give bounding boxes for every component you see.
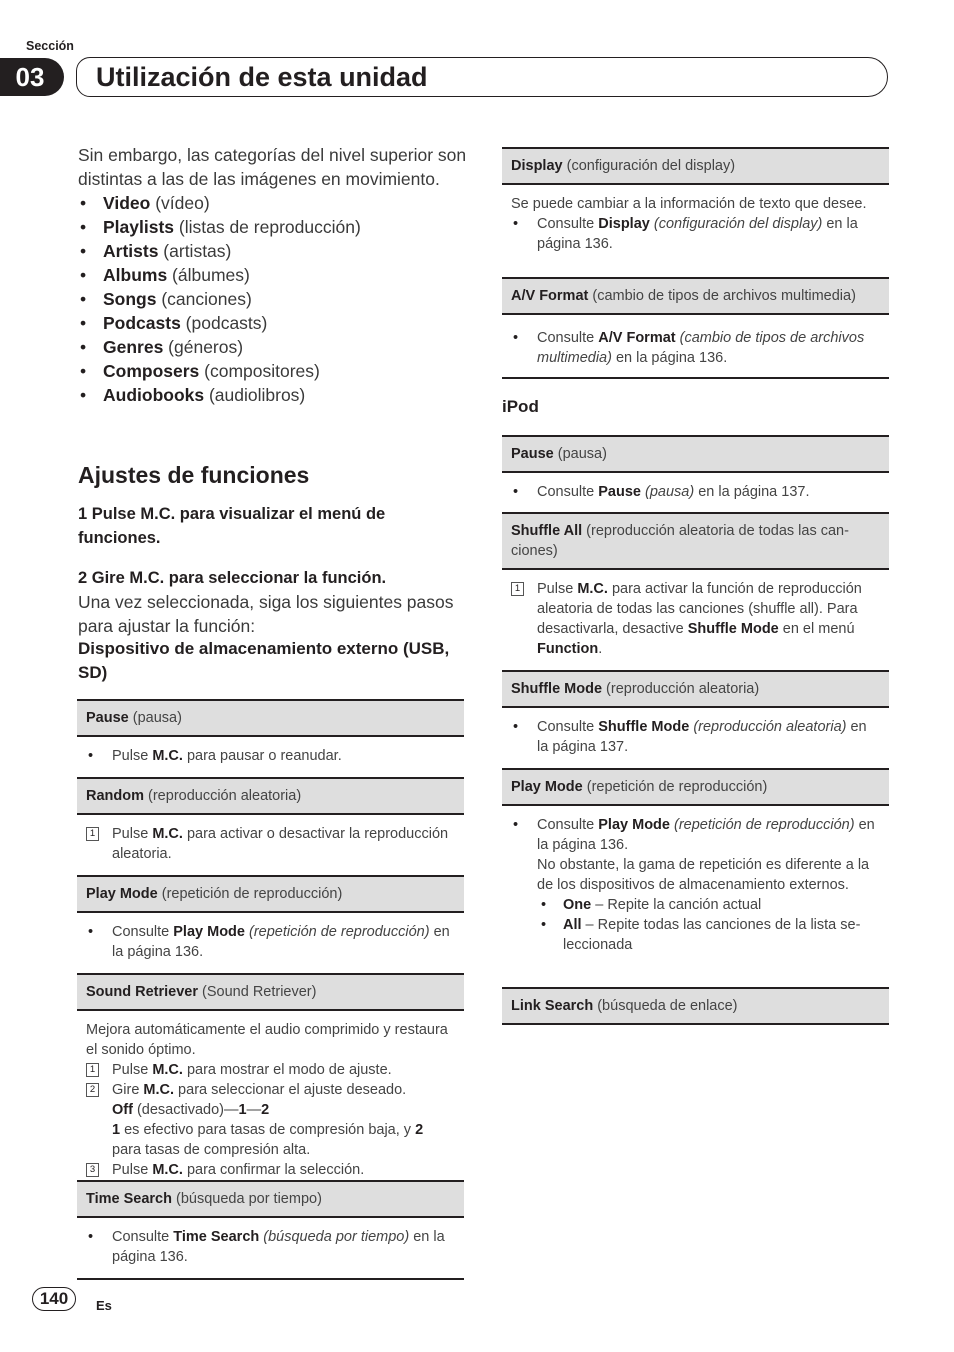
list-item: • Genres (géneros) <box>78 335 468 359</box>
table-row: 1 Pulse M.C. para activar o desactivar la reproducción aleatoria. <box>77 815 464 875</box>
section-number-badge: 03 <box>0 58 64 96</box>
table-row-header: Pause (pausa) <box>502 435 889 473</box>
list-item: • Podcasts (podcasts) <box>78 311 468 335</box>
page-title: Utilización de esta unidad <box>96 62 428 92</box>
table-row-header: Time Search (búsqueda por tiempo) <box>77 1180 464 1218</box>
storage-function-table <box>77 699 464 1280</box>
table-row-header: Display (configuración del display) <box>502 147 889 185</box>
list-item: • Playlists (listas de reproducción) <box>78 215 468 239</box>
intro-text: Sin embargo, las categorías del nivel superior son distintas a las de las imágenes en movimiento. <box>78 145 467 189</box>
storage-heading: Dispositivo de almacenamiento externo (USB, SD) <box>78 639 450 682</box>
list-item: • Songs (canciones) <box>78 287 468 311</box>
step-2: 2 Gire M.C. para seleccionar la función. <box>78 569 387 587</box>
table-row: • Consulte Play Mode (repetición de reproducción) en la página 136. <box>77 913 464 973</box>
display-function-table <box>502 147 889 379</box>
step-1: 1 Pulse M.C. para visualizar el menú de funciones. <box>78 505 386 547</box>
table-row-header: Shuffle All (reproducción aleatoria de todas las canciones) <box>502 512 889 570</box>
list-item: • Albums (álbumes) <box>78 263 468 287</box>
ipod-heading: iPod <box>502 397 539 416</box>
table-row: Se puede cambiar a la información de texto que desee. • Consulte Display (configuración del display) en la página 136. <box>502 185 889 277</box>
category-list <box>78 191 468 407</box>
language-code: Es <box>96 1298 112 1313</box>
intro-section <box>78 143 468 407</box>
list-item: • Artists (artistas) <box>78 239 468 263</box>
table-row-header: A/V Format (cambio de tipos de archivos multimedia) <box>502 277 889 315</box>
page-number: 140 <box>32 1287 76 1311</box>
section-heading: Ajustes de funciones <box>78 462 310 488</box>
table-row: • Consulte A/V Format (cambio de tipos de archivos multimedia) en la página 136. <box>502 315 889 379</box>
table-row: • Consulte Play Mode (repetición de reproducción) en la página 136. No obstante, la gama de repetición es diferente a la de los dispositivos de almacenamiento externos. • One – Repite la canción actual • All – Repite todas las canciones de la lista seleccionada <box>502 806 889 987</box>
list-item: • Composers (compositores) <box>78 359 468 383</box>
section-label: Sección <box>26 39 74 53</box>
table-row-header: Play Mode (repetición de reproducción) <box>502 768 889 806</box>
ipod-function-table <box>502 435 889 1025</box>
table-row-header: Shuffle Mode (reproducción aleatoria) <box>502 670 889 708</box>
list-item: • Video (vídeo) <box>78 191 468 215</box>
list-item: • Audiobooks (audiolibros) <box>78 383 468 407</box>
table-row-header: Pause (pausa) <box>77 699 464 737</box>
table-row-header: Random (reproducción aleatoria) <box>77 777 464 815</box>
table-row: 1 Pulse M.C. para activar la función de reproducción aleatoria de todas las canciones (shuffle all). Para desactivarla, desactive Shuffle Mode en el menú Function. <box>502 570 889 670</box>
step-2-body: Una vez seleccionada, siga los siguientes pasos para ajustar la función: <box>78 592 454 636</box>
table-row: • Pulse M.C. para pausar o reanudar. <box>77 737 464 777</box>
table-row-header: Sound Retriever (Sound Retriever) <box>77 973 464 1011</box>
table-row: • Consulte Shuffle Mode (reproducción aleatoria) en la página 137. <box>502 708 889 768</box>
table-row-header: Link Search (búsqueda de enlace) <box>502 987 889 1025</box>
table-row-header: Play Mode (repetición de reproducción) <box>77 875 464 913</box>
table-row: • Consulte Pause (pausa) en la página 137. <box>502 473 889 512</box>
table-row: • Consulte Time Search (búsqueda por tiempo) en la página 136. <box>77 1218 464 1280</box>
table-row: Mejora automáticamente el audio comprimido y restaura el sonido óptimo. 1 Pulse M.C. para mostrar el modo de ajuste. 2 Gire M.C. para seleccionar el ajuste deseado. Off (desactivado)—1—2 1 es efectivo para tasas de compresión baja, y 2 para tasas de compresión alta. 3 Pulse M.C. para confirmar la selección. <box>86 1022 448 1178</box>
